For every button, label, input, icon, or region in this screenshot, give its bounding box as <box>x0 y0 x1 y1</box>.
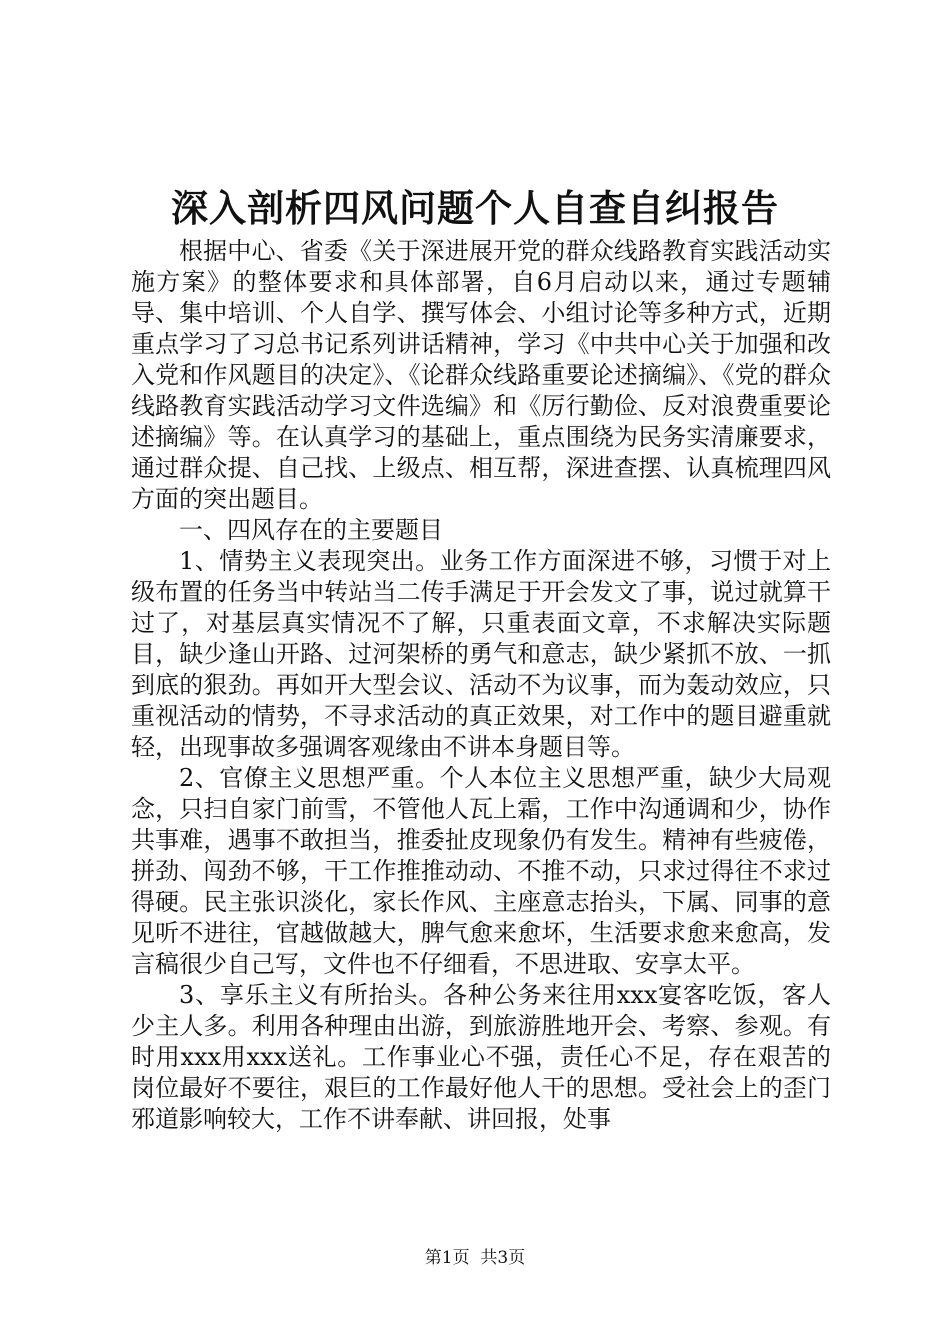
page-footer <box>0 1246 950 1270</box>
section-heading: 一、四风存在的主要题目 <box>179 516 443 544</box>
page-number-total: 共3页 <box>480 1248 526 1268</box>
paragraph-item-1: 1、情势主义表现突出。业务工作方面深进不够，习惯于对上级布置的任务当中转站当二传手满足于开会发文了事，说过就算干过了，对基层真实情况不了解，只重表面文章，不求解决实际题目，缺少逢山开路、过河架桥的勇气和意志，缺少紧抓不放、一抓到底的狠劲。再如开大型会议、活动不为议事，而为轰动效应，只重视活动的情势，不寻求活动的真正效果，对工作中的题目避重就轻，出现事故多强调客观缘由不讲本身题目等。 <box>131 547 831 761</box>
paragraph-intro: 根据中心、省委《关于深进展开党的群众线路教育实践活动实施方案》的整体要求和具体部署，自6月启动以来，通过专题辅导、集中培训、个人自学、撰写体会、小组讨论等多种方式，近期重点学习了习总书记系列讲话精神，学习《中共中心关于加强和改入党和作风题目的决定》、《论群众线路重要论述摘编》、《党的群众线路教育实践活动学习文件选编》和《厉行勤俭、反对浪费重要论述摘编》等。在认真学习的基础上，重点围绕为民务实清廉要求，通过群众提、自己找、上级点、相互帮，深进查摆、认真梳理四风方面的突出题目。 <box>131 237 831 513</box>
page-number-current: 第1页 <box>424 1248 470 1268</box>
paragraph-item-3: 3、享乐主义有所抬头。各种公务来往用xxx宴客吃饭，客人少主人多。利用各种理由出游，到旅游胜地开会、考察、参观。有时用xxx用xxx送礼。工作事业心不强，责任心不足，存在艰苦的岗位最好不要往，艰巨的工作最好他人干的思想。受社会上的歪门邪道影响较大，工作不讲奉献、讲回报，处事 <box>131 981 831 1133</box>
paragraph-item-2: 2、官僚主义思想严重。个人本位主义思想严重，缺少大局观念，只扫自家门前雪，不管他人瓦上霜，工作中沟通调和少，协作共事难，遇事不敢担当，推委扯皮现象仍有发生。精神有些疲倦，拼劲、闯劲不够，干工作推推动动、不推不动，只求过得往不求过得硬。民主张识淡化，家长作风、主座意志抬头，下属、同事的意见听不进往，官越做越大，脾气愈来愈坏，生活要求愈来愈高，发言稿很少自己写，文件也不仔细看，不思进取、安享太平。 <box>131 764 831 978</box>
document-title: 深入剖析四风问题个人自查自纠报告 <box>171 186 779 230</box>
document-body <box>131 236 831 1135</box>
